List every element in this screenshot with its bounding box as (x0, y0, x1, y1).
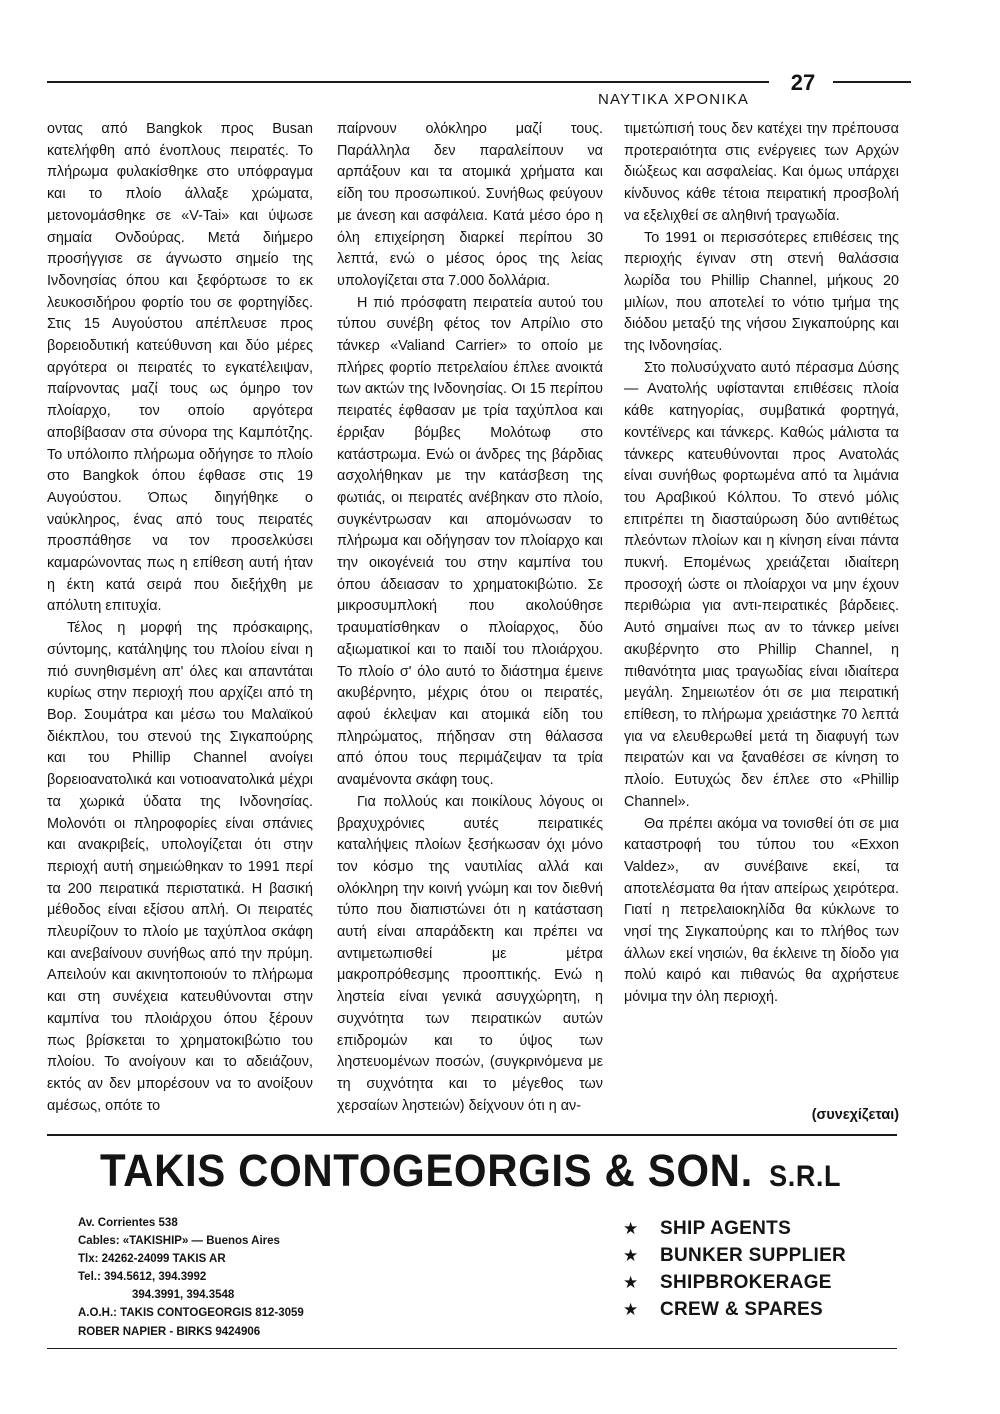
article-column-1 (47, 119, 313, 1117)
article-paragraph: παίρνουν ολόκληρο μαζί τους. Παράλληλα δεν παραλείπουν να αρπάξουν και τα ατομικά χρήματα και είδη του προσωπικού. Συνήθως φεύγουν με άνεση και ασφάλεια. Κατά μέσο όρο η όλη επιχείρηση διαρκεί περίπου 30 λεπτά, ενώ ο μέσος όρος της λείας υπολογίζεται στα 7.000 δολλάρια. (337, 121, 603, 289)
article-column-3 (624, 119, 899, 1009)
service-label: SHIP AGENTS (660, 1217, 792, 1239)
continued-note: (συνεχίζεται) (811, 1107, 899, 1123)
contact-telephone-continued: 394.3991, 394.3548 (132, 1289, 235, 1302)
article-paragraph: Η πιό πρόσφατη πειρατεία αυτού του τύπου συνέβη φέτος τον Απρίλιο στο τάνκερ «Valiand Carrier» το οποίο με πλήρες φορτίο πετρελαίου έπλεε ανοικτά των ακτών της Ινδονησίας. Οι 15 περίπου πειρατές έφθασαν με τρία ταχύπλοα και έρριξαν βόμβες Μολότωφ στο κατάστρωμα. Ενώ οι άνδρες της βάρδιας ασχολήθηκαν με την κατάσβεση της φωτιάς, οι πειρατές ανέβηκαν στο πλοίο, συγκέντρωσαν και απομόνωσαν το πλήρωμα και οδήγησαν τον πλοίαρχο και την οικογένειά του στην καμπίνα του όπου άδειασαν το χρηματοκιβώτιο. Σε μικροσυμπλοκή που ακολούθησε τραυματίσθηκαν ο πλοίαρχος, δύο αξιωματικοί και το παιδί του πλοιάρχου. Το πλοίο σ' όλο αυτό το διάστημα έμεινε ακυβέρνητο, μέχρις ότου οι πειρατές, αφού έκλεψαν και ατομικά είδη του πληρώματος, πήδησαν στη θάλασσα από όπου τους περιμάζεψαν τα τρία αναμένοντα σκάφη τους. (337, 294, 603, 789)
article-paragraph: Στο πολυσύχνατο αυτό πέρασμα Δύσης — Ανατολής υφίστανται επιθέσεις πλοία κάθε κατηγορίας, συμβατικά φορτηγά, κοντέϊνερς και τάνκερς. Καθώς μάλιστα τα τάνκερς κατευθύνονται προς Ανατολάς είναι συνήθως φορτωμένα από τα λιμάνια του Αραβικού Κόλπου. Το στενό μόλις επιτρέπει τη διασταύρωση δύο αντιθέτως πλεόντων πλοίων και η κίνηση είναι πάντα πυκνή. Επομένως χρειάζεται ιδιαίτερη προσοχή ώστε οι πλοίαρχοι να μην έχουν περιθώρια για αντι-πειρατικές βάρδειες. Αυτό σημαίνει πως αν το τάνκερ μείνει ακυβέρνητο στο Phillip Channel, η πιθανότητα μιας τραγωδίας είναι ιδιαίτερα μεγάλη. Σημειωτέον ότι σε μια πειρατική επίθεση, το πλήρωμα χρειάστηκε 70 λεπτά για να ελευθερωθεί μετά τη διαφυγή των πειρατών και να ξαναθέσει σε κίνηση το πλοίο. Ευτυχώς δεν έπλεε στο «Phillip Channel». (624, 359, 899, 810)
header-rule-left (47, 81, 769, 83)
article-paragraph: οντας από Bangkok προς Busan κατελήφθη από ένοπλους πειρατές. Το πλήρωμα φυλακίσθηκε στο υπόφραγμα και το πλοίο άλλαξε χρώματα, μετονομάσθηκε σε «V-Tai» και ύψωσε σημαία Ονδούρας. Μετά διήμερο προσήγγισε σε άγνωστο σημείο της Ινδονησίας όπου και ξεφόρτωσε το εκ λευκοσιδήρου φορτίο του σε φορτηγίδες. Στις 15 Αυγούστου απέπλευσε προς βορειοδυτική κατεύθυνση και δύο μέρες αργότερα οι πειρατές το εγκατέλειψαν, παίρνοντας μαζί τους ως όμηρο τον πλοίαρχο, τον οποίο αργότερα αποβίβασαν στα σύνορα της Καμπότζης. Το υπόλοιπο πλήρωμα οδήγησε το πλοίο στο Bangkok όπου έφθασε στις 19 Αυγούστου. Όπως διηγήθηκε ο ναύκληρος, ένας από τους πειρατές προσπάθησε να τον προσελκύσει καμαρώνοντας πως η επίθεση αυτή ήταν η έκτη κατά σειρά που διεξήχθη με απόλυτη επιτυχία. (47, 121, 313, 615)
star-icon: ★ (623, 1218, 639, 1238)
star-icon: ★ (623, 1245, 639, 1265)
article-paragraph: Τέλος η μορφή της πρόσκαιρης, σύντομης, κατάληψης του πλοίου είναι η πιό συνηθισμένη απ' όλες και απαντάται κυρίως στην περιοχή που αρχίζει από τη Βορ. Σουμάτρα και μέσω του Μαλαϊκού διέκπλου, του στενού της Σιγκαπούρης και του Phillip Channel ανοίγει βορειοανατολικά και νοτιοανατολικά μέχρι τα χωρικά ύδατα της Ινδονησίας. Μολονότι οι πληροφορίες είναι σπάνιες και ανακριβείς, υπολογίζεται ότι στην περιοχή αυτή σημειώθηκαν το 1991 περί τα 200 πειρατικά περιστατικά. Η βασική μέθοδος είναι εξίσου απλή. Οι πειρατές πλευρίζουν το πλοίο με ταχύπλοα σκάφη και ανεβαίνουν συνήθως από την πρύμη. Απειλούν και ακινητοποιούν το πλήρωμα και στη συνέχεια κατευθύνονται στην καμπίνα του πλοιάρχου όπου ξέρουν πως βρίσκεται το χρηματοκιβώτιο του πλοίου. Το ανοίγουν και το αδειάζουν, εκτός αν δεν μπορέσουν να το ανοίξουν αμέσως, οπότε το (47, 620, 313, 1114)
contact-telex: Tlx: 24262-24099 TAKIS AR (78, 1253, 226, 1266)
company-name (100, 1145, 860, 1197)
services-list (623, 1215, 846, 1323)
service-label: BUNKER SUPPLIER (660, 1244, 847, 1266)
contact-agent: ROBER NAPIER - BIRKS 9424906 (78, 1325, 261, 1338)
contact-address: Av. Corrientes 538 (78, 1217, 178, 1229)
article-paragraph: Για πολλούς και ποικίλους λόγους οι βραχυχρόνιες αυτές πειρατικές καταλήψεις πλοίων ξεσήκωσαν όχι μόνο τον κόσμο της ναυτιλίας αλλά και ολόκληρη την κοινή γνώμη και τον διεθνή τύπο που διαπιστώνει ότι η κατάσταση αυτή είναι απαράδεκτη και πρέπει να αντιμετωπισθεί με μέτρα μακροπρόθεσμης προοπτικής. Ενώ η ληστεία είναι γενικά ασυγχώρητη, η συχνότητα των πειρατικών αυτών επιδρομών και το ύψος των ληστευομένων ποσών, (συγκρινόμενα με τη συχνότητα και το μέγεθος των χερσαίων ληστειών) δείχνουν ότι η αν- (337, 793, 603, 1114)
article-paragraph: τιμετώπισή τους δεν κατέχει την πρέπουσα προτεραιότητα στις ενέργειες των Αρχών διώξεως και ασφαλείας. Και όμως υπάρχει κίνδυνος κάθε τέτοια πειρατική προσβολή να εξελιχθεί σε αληθινή τραγωδία. (624, 121, 899, 224)
article-paragraph: Το 1991 οι περισσότερες επιθέσεις της περιοχής έγιναν στη στενή θαλάσσια λωρίδα του Phillip Channel, μήκους 20 μιλίων, που αποτελεί το νότιο τμήμα της διόδου μεταξύ της νήσου Σιγκαπούρης και της Ινδονησίας. (624, 229, 899, 355)
article-paragraph: Θα πρέπει ακόμα να τονισθεί ότι σε μια καταστροφή του τύπου του «Exxon Valdez», αν συνέβαινε εκεί, τα αποτελέσματα θα ήταν απείρως χειρότερα. Γιατί η πετρελαιοκηλίδα θα κύκλωνε το νησί της Σιγκαπούρης και το πλήθος των άλλων εκεί νησιών, θα έκλεινε τη δίοδο για πολύ καιρό και πιθανώς θα αχρήστευε μόνιμα την όλη περιοχή. (624, 815, 899, 1006)
contact-after-hours: A.O.H.: TAKIS CONTOGEORGIS 812-3059 (78, 1307, 304, 1320)
contact-cables: Cables: «TAKISHIP» — Buenos Aires (78, 1235, 280, 1248)
star-icon: ★ (623, 1299, 639, 1319)
article-column-2 (337, 119, 603, 1117)
service-label: SHIPBROKERAGE (660, 1271, 832, 1293)
page-number: 27 (790, 70, 816, 95)
service-item (623, 1269, 846, 1296)
contact-telephone: Tel.: 394.5612, 394.3992 (78, 1271, 207, 1284)
advertisement-rule-top (47, 1134, 897, 1136)
star-icon: ★ (623, 1272, 639, 1292)
service-item (623, 1215, 846, 1242)
service-label: CREW & SPARES (660, 1298, 823, 1320)
service-item (623, 1242, 846, 1269)
running-title: ΝΑΥΤΙΚΑ ΧΡΟΝΙΚΑ (598, 91, 750, 108)
company-suffix: S.R.L (769, 1160, 842, 1193)
advertisement-rule-bottom (47, 1348, 897, 1349)
header-rule-right (833, 81, 911, 83)
contact-block (78, 1214, 304, 1341)
service-item (623, 1296, 846, 1323)
company-name-text: TAKIS CONTOGEORGIS & SON. (100, 1145, 753, 1196)
